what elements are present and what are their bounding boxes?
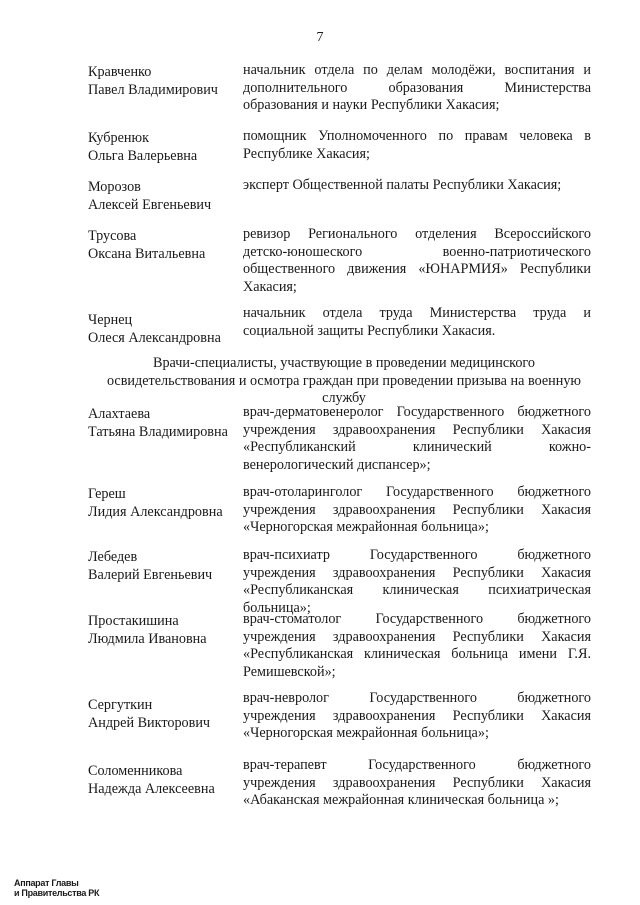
section-heading-doctors: Врачи-специалисты, участвующие в проведении медицинского освидетельствования и осмотра граждан при проведении призыва на военную службу [106,355,582,406]
doctor-role: врач-невролог Государственного бюджетного учреждения здравоохранения Республики Хакасия «Черногорская межрайонная больница»; [243,690,591,741]
doctor-name [88,549,238,584]
stamp-line-2: и Правительства РК [14,888,100,898]
member-role: эксперт Общественной палаты Республики Хакасия; [243,177,562,193]
doctor-name [88,697,238,732]
member-name [88,312,238,347]
surname: Гереш [88,486,126,502]
given-names: Татьяна Владимировна [88,423,228,440]
member-name [88,179,238,214]
given-names: Людмила Ивановна [88,630,207,647]
doctor-name [88,763,238,798]
member-role: помощник Уполномоченного по правам человека в Республике Хакасия; [243,128,591,162]
given-names: Лидия Александровна [88,503,223,520]
doctor-role: врач-психиатр Государственного бюджетного учреждения здравоохранения Республики Хакасия «Республиканская клиническая психиатрическая больница»; [243,547,591,616]
given-names: Валерий Евгеньевич [88,566,213,583]
given-names: Олеся Александровна [88,329,221,346]
stamp-line-1: Аппарат Главы [14,878,79,888]
member-role: ревизор Регионального отделения Всероссийского детско-юношеского военно-патриотического общественного движения «ЮНАРМИЯ» Республики Хакасия; [243,226,591,295]
surname: Алахтаева [88,406,151,422]
given-names: Андрей Викторович [88,714,211,731]
member-name [88,228,238,263]
surname: Трусова [88,228,137,244]
doctor-role: врач-отоларинголог Государственного бюджетного учреждения здравоохранения Республики Хакасия «Черногорская межрайонная больница»; [243,484,591,535]
surname: Соломенникова [88,763,183,779]
surname: Кравченко [88,64,152,80]
given-names: Павел Владимирович [88,81,218,98]
given-names: Оксана Витальевна [88,245,206,262]
doctor-name [88,486,238,521]
member-role: начальник отдела труда Министерства труда и социальной защиты Республики Хакасия. [243,305,591,339]
member-role: начальник отдела по делам молодёжи, воспитания и дополнительного образования Министерства образования и науки Республики Хакасия; [243,62,591,113]
surname: Кубренюк [88,130,149,146]
surname: Сергуткин [88,697,153,713]
surname: Лебедев [88,549,138,565]
doctor-role: врач-стоматолог Государственного бюджетного учреждения здравоохранения Республики Хакасия «Республиканская клиническая больница имени Г.Я. Ремишевской»; [243,611,591,680]
member-name [88,130,238,165]
given-names: Ольга Валерьевна [88,147,198,164]
surname: Морозов [88,179,141,195]
page-number: 7 [316,30,324,45]
doctor-role: врач-терапевт Государственного бюджетного учреждения здравоохранения Республики Хакасия «Абаканская межрайонная клиническая больница »; [243,757,591,808]
member-name [88,64,238,99]
doctor-name [88,406,238,441]
surname: Простакишина [88,613,179,629]
office-stamp [14,878,99,898]
doctor-name [88,613,238,648]
given-names: Надежда Алексеевна [88,780,215,797]
doctor-role: врач-дерматовенеролог Государственного бюджетного учреждения здравоохранения Республики Хакасия «Республиканский клинический кожно-венерологический диспансер»; [243,404,591,473]
surname: Чернец [88,312,133,328]
given-names: Алексей Евгеньевич [88,196,212,213]
